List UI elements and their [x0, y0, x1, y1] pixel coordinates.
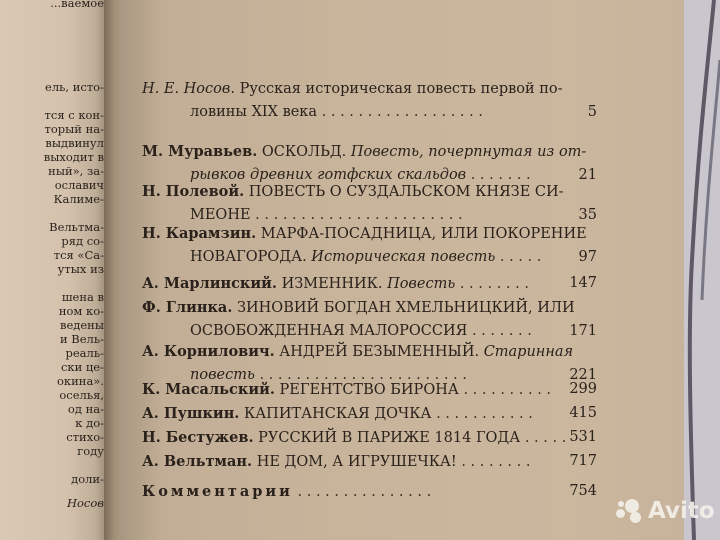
left-page-line: ном ко- [58, 304, 104, 318]
toc-leader-dots: . . . . . . . . . . . . . . . [297, 484, 432, 500]
toc-entry [142, 450, 597, 474]
toc-author: Н. Е. Носов. [142, 81, 235, 97]
toc-leader-dots: . . . . . . . . [461, 454, 531, 470]
toc-comments-label: Комментарии [142, 483, 293, 500]
toc-entry [142, 180, 597, 227]
toc-page-number: 5 [587, 104, 597, 120]
left-page-line: утых из [57, 262, 104, 276]
left-page-line: выходит в [43, 150, 104, 164]
toc-author: А. Корнилович. [142, 343, 275, 360]
toc-title-text: МЕОНЕ [190, 207, 251, 223]
avito-label: Avito [648, 498, 715, 524]
toc-entry-first-line [142, 140, 597, 164]
left-page-line: Вельтма- [49, 220, 104, 234]
left-page-line: оселья, [59, 388, 104, 402]
toc-page-number: 171 [569, 323, 597, 339]
toc-leader-dots: . . . . . . . . [459, 276, 529, 292]
left-page-line: ель, исто- [45, 80, 104, 94]
toc-leader-dots: . . . . . . . . . . . [436, 406, 533, 422]
toc-author: А. Марлинский. [142, 275, 277, 292]
toc-author: Ф. Глинка. [142, 299, 233, 316]
toc-title-text: повесть [190, 367, 255, 383]
toc-author: А. Пушкин. [142, 405, 240, 422]
toc-entry-first-line [142, 272, 597, 296]
toc-entry-first-line [142, 180, 597, 204]
toc-title-text: ПОВЕСТЬ О СУЗДАЛЬСКОМ КНЯЗЕ СИ- [248, 184, 564, 200]
toc-page-number: 21 [578, 167, 597, 183]
toc-title-text: ЗИНОВИЙ БОГДАН ХМЕЛЬНИЦКИЙ, ИЛИ [236, 300, 575, 316]
left-page-line: ряд со- [61, 234, 104, 248]
toc-leader-dots: . . . . . . . . . . . . . . . . . . . . . . . [255, 207, 463, 223]
toc-title-text: МАРФА-ПОСАДНИЦА, ИЛИ ПОКОРЕНИЕ [260, 226, 587, 242]
toc-title-text: НОВАГОРОДА. [190, 249, 312, 265]
toc-entry-continuation-line [142, 246, 597, 269]
left-page-line: реаль- [65, 346, 104, 360]
toc-author: Н. Бестужев. [142, 429, 254, 446]
avito-logo-icon [616, 499, 644, 523]
left-page-line: ный», за- [48, 164, 104, 178]
toc-entry-first-line [142, 340, 597, 364]
toc-author: М. Муравьев. [142, 143, 258, 160]
left-page-line: Калиме- [53, 192, 104, 206]
left-page-line: к до- [75, 416, 104, 430]
toc-page-number: 299 [569, 381, 597, 397]
toc-leader-dots: . . . . . . . . . . . . . . . . . . . . . . . [259, 367, 467, 383]
toc-page-number: 415 [569, 405, 597, 421]
toc-entry [142, 402, 597, 426]
toc-title-text: Повесть [387, 276, 456, 292]
toc-comments-entry [142, 480, 597, 504]
toc-leader-dots: . . . . . . . . . . [463, 382, 552, 398]
toc-leader-dots: . . . . . . . [471, 323, 532, 339]
toc-author: К. Масальский. [142, 381, 275, 398]
left-page-line: ославич [54, 178, 104, 192]
toc-leader-dots: . . . . . [524, 430, 567, 446]
toc-page-number: 754 [569, 483, 597, 499]
toc-title-text: ловины XIX века [190, 104, 318, 120]
left-page-top-fragment: ...ваемое [50, 0, 104, 10]
toc-page-number: 35 [578, 207, 597, 223]
toc-title-text: Русская историческая повесть первой по- [239, 81, 563, 97]
left-page-line: окина». [57, 374, 104, 388]
toc-entry-first-line [142, 78, 597, 101]
left-page-line: стихо- [66, 430, 104, 444]
toc-title-text: РУССКИЙ В ПАРИЖЕ 1814 ГОДА [258, 430, 521, 446]
toc-entry [142, 296, 597, 343]
toc-page-number: 147 [569, 275, 597, 291]
left-page-signature: Носов [66, 496, 104, 510]
toc-page-number: 221 [569, 367, 597, 383]
left-page-line: доли- [71, 472, 104, 486]
left-page-line: году [77, 444, 104, 458]
toc-title-text: ИЗМЕННИК. [281, 276, 388, 292]
avito-watermark [616, 498, 715, 524]
toc-title-text: РЕГЕНТСТВО БИРОНА [279, 382, 459, 398]
toc-entry-first-line [142, 222, 597, 246]
toc-entry [142, 272, 597, 296]
toc-entry [142, 78, 597, 124]
toc-page-number: 531 [569, 429, 597, 445]
left-page-line: и Вель- [59, 332, 104, 346]
toc-leader-dots: . . . . . [499, 249, 542, 265]
left-page-line: тся с кон- [44, 108, 104, 122]
toc-title-text: ОСКОЛЬД. [261, 144, 351, 160]
toc-entry-first-line [142, 296, 597, 320]
toc-title-text: Старинная [483, 344, 574, 360]
toc-title-text: НЕ ДОМ, А ИГРУШЕЧКА! [256, 454, 457, 470]
toc-title-text: рывков древних готфских скальдов [190, 167, 467, 183]
left-page-line: тся «Са- [53, 248, 104, 262]
toc-title-text: Повесть, почерпнутая из от- [350, 144, 587, 160]
toc-author: А. Вельтман. [142, 453, 253, 470]
toc-entry-first-line [142, 402, 597, 426]
left-page-line: шена в [61, 290, 104, 304]
toc-author: Н. Полевой. [142, 183, 245, 200]
toc-entry-continuation-line [142, 101, 597, 124]
toc-author: Н. Карамзин. [142, 225, 257, 242]
left-page-line: ведены [60, 318, 104, 332]
toc-leader-dots: . . . . . . . . . . . . . . . . . . [321, 104, 483, 120]
toc-title-text: АНДРЕЙ БЕЗЫМЕННЫЙ. [279, 344, 484, 360]
toc-title-text: КАПИТАНСКАЯ ДОЧКА [243, 406, 432, 422]
toc-entry [142, 378, 597, 402]
left-page-line: ски це- [60, 360, 104, 374]
toc-entry-first-line [142, 378, 597, 402]
toc-entry-first-line [142, 426, 597, 450]
toc-page-number: 97 [578, 249, 597, 265]
toc-entry-first-line [142, 450, 597, 474]
toc-title-text: ОСВОБОЖДЕННАЯ МАЛОРОССИЯ [190, 323, 468, 339]
toc-leader-dots: . . . . . . . [470, 167, 531, 183]
toc-title-text: Историческая повесть [311, 249, 496, 265]
toc-entry [142, 426, 597, 450]
toc-page-number: 717 [569, 453, 597, 469]
left-page-line: выдвинул [45, 136, 104, 150]
left-page-line: торый на- [44, 122, 104, 136]
left-page-line: од на- [67, 402, 104, 416]
toc-entry [142, 222, 597, 269]
